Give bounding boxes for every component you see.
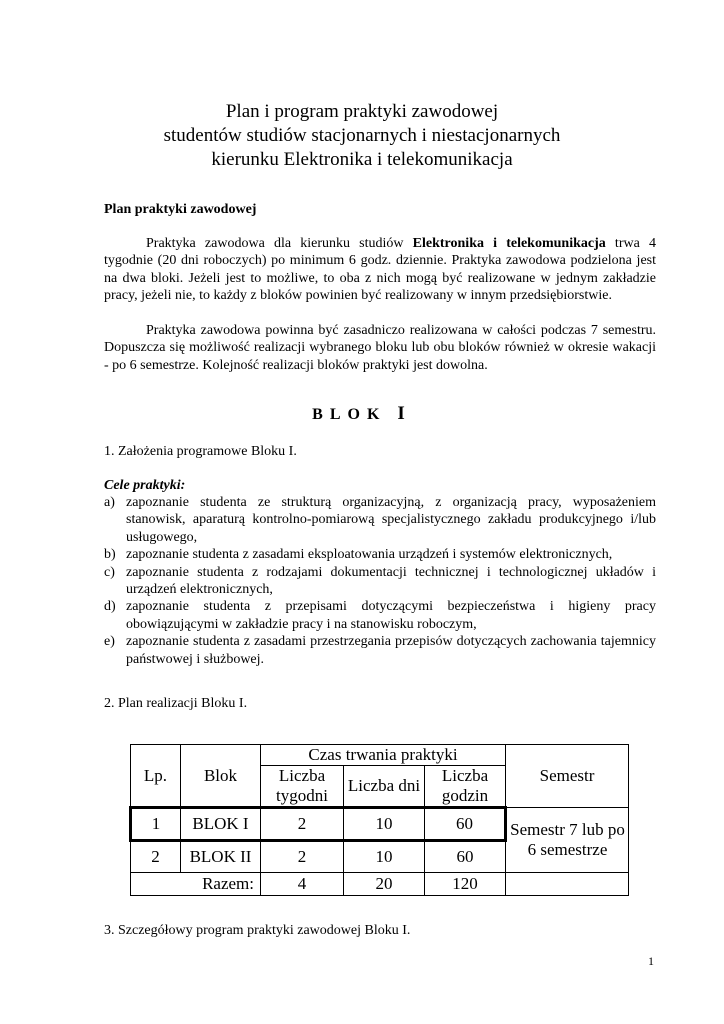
header-semestr: Semestr [506,745,629,808]
list-item [104,546,656,563]
list-item [104,494,656,546]
header-czas: Czas trwania praktyki [261,745,506,766]
section-heading: Plan praktyki zawodowej [104,202,257,217]
paragraph-1-before: Praktyka zawodowa dla kierunku studiów [146,236,413,251]
table-total-row [131,873,629,896]
cell-dni: 10 [344,841,425,873]
cell-tygodni: 2 [261,808,344,841]
list-item-text: zapoznanie studenta z zasadami przestrzegania przepisów dotyczących zachowania tajemnicy państwowej i służbowej. [126,634,656,667]
cell-godzin: 60 [425,841,506,873]
cell-dni: 10 [344,808,425,841]
cell-semestr: Semestr 7 lub po 6 semestrze [506,808,629,873]
paragraph-1-bold: Elektronika i telekomunikacja [412,236,606,251]
total-dni: 20 [344,873,425,896]
cell-lp: 1 [131,808,181,841]
item-3: 3. Szczegółowy program praktyki zawodowej Bloku I. [104,923,411,938]
plan-table [129,744,629,896]
list-item-label: e) [104,634,115,650]
cell-godzin: 60 [425,808,506,841]
list-item-label: d) [104,599,116,615]
table-header-row [131,745,629,766]
list-item-text: zapoznanie studenta z zasadami eksploatowania urządzeń i systemów elektronicznych, [126,547,613,563]
total-tygodni: 4 [261,873,344,896]
paragraph-1 [104,235,656,305]
blok-word: BLOK [312,406,387,423]
header-lp: Lp. [131,745,181,808]
list-item [104,598,656,633]
list-item-label: a) [104,495,115,510]
header-liczba-tygodni: Liczba tygodni [261,766,344,808]
list-item [104,564,656,599]
item-1: 1. Założenia programowe Bloku I. [104,444,297,459]
paragraph-1-after: trwa 4 tygodnie (20 dni roboczych) po minimum 6 godz. dziennie. Praktyka zawodowa podzielona jest na dwa bloki. Jeżeli jest to możliwe, to oba z nich mogą być realizowane w jednym zakładzie pracy, jeżeli nie, to każdy z bloków powinien być realizowany w innym przedsiębiorstwie. [104,236,656,304]
cell-tygodni: 2 [261,841,344,873]
list-item-label: b) [104,547,116,563]
title-line-1: Plan i program praktyki zawodowej [225,101,499,122]
cele-heading: Cele praktyki: [104,478,186,493]
paragraph-2-text: Praktyka zawodowa powinna być zasadniczo realizowana w całości podczas 7 semestru. Dopuszcza się możliwość realizacji wybranego bloku lub obu bloków również w okresie wakacji - po 6 semestrze. Kolejność realizacji bloków praktyki jest dowolna. [104,323,656,373]
title-line-3: kierunku Elektronika i telekomunikacja [211,149,513,170]
page-number: 1 [648,954,654,968]
item-2: 2. Plan realizacji Bloku I. [104,696,248,711]
paragraph-2 [104,322,656,374]
blok-heading [0,403,724,425]
list-item [104,633,656,668]
list-item-text: zapoznanie studenta z rodzajami dokumentacji technicznej i technologicznej układów i urządzeń elektronicznych, [126,564,656,598]
total-empty [506,873,629,896]
cell-blok: BLOK II [181,841,261,873]
header-liczba-godzin: Liczba godzin [425,766,506,808]
cell-blok: BLOK I [181,808,261,841]
blok-roman: I [397,403,412,424]
total-label: Razem: [131,873,261,896]
cell-lp: 2 [131,841,181,873]
goals-list [104,494,656,668]
header-blok: Blok [181,745,261,808]
list-item-text: zapoznanie studenta ze strukturą organizacyjną, z organizacją pracy, wyposażeniem stanowisk, aparaturą kontrolno-pomiarową specjalistycznego zakładu produkcyjnego i/lub usługowego, [126,495,656,545]
total-godzin: 120 [425,873,506,896]
title-line-2: studentów studiów stacjonarnych i niestacjonarnych [163,125,561,146]
header-liczba-dni: Liczba dni [344,766,425,808]
table-row [131,808,629,841]
list-item-label: c) [104,564,115,580]
list-item-text: zapoznanie studenta z przepisami dotyczącymi bezpieczeństwa i higieny pracy obowiązującymi w zakładzie pracy i na stanowisku roboczym, [126,599,656,632]
